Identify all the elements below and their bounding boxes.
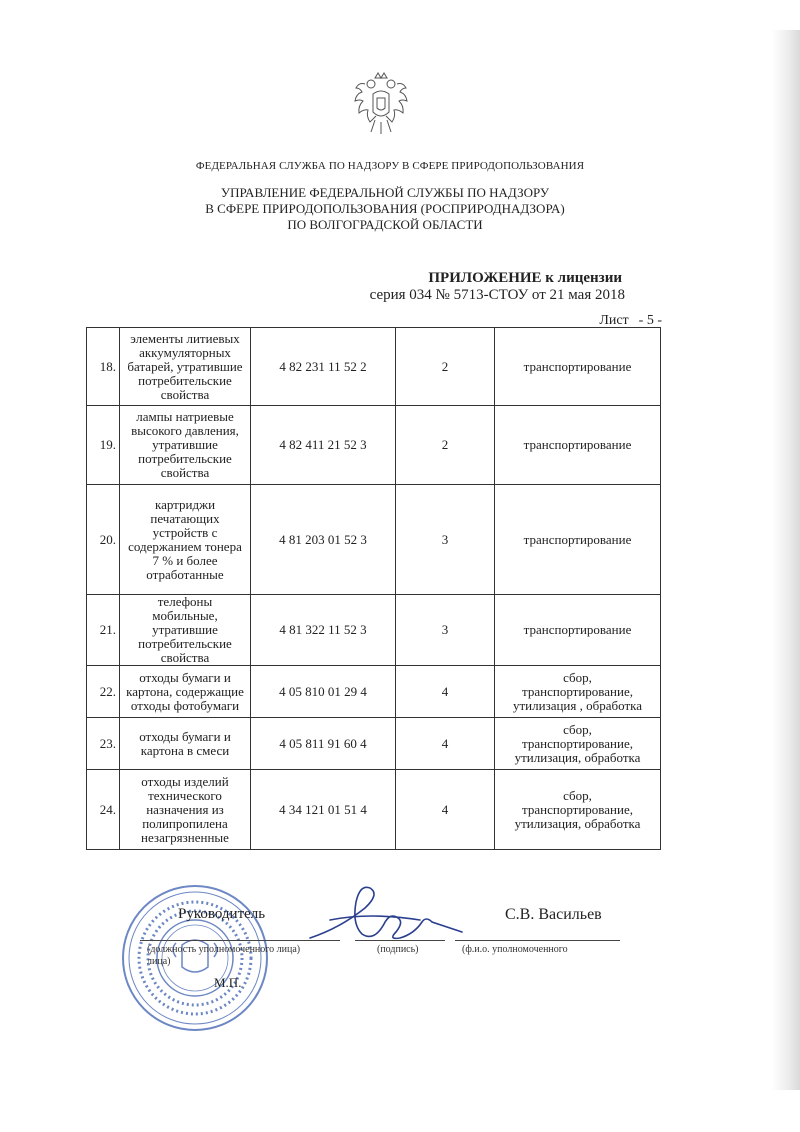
row-number: 20. <box>87 485 120 595</box>
hazard-class: 4 <box>396 770 495 850</box>
waste-name-line: 7 % и более <box>152 552 218 568</box>
activity-line: сбор, <box>563 669 592 685</box>
table-row <box>87 485 661 595</box>
activity-types <box>495 718 661 770</box>
name-line <box>455 940 620 941</box>
hazard-class: 4 <box>396 666 495 718</box>
waste-name-line: лампы натриевые <box>136 409 234 424</box>
annex-title: ПРИЛОЖЕНИЕ к лицензии <box>428 270 622 286</box>
waste-name-line: утратившие <box>152 437 218 452</box>
waste-table <box>86 327 661 850</box>
sheet-value: - 5 - <box>638 313 662 328</box>
waste-name-line: аккумуляторных <box>139 344 231 360</box>
waste-name <box>120 406 251 485</box>
activity-line: транспортирование, <box>522 801 633 817</box>
waste-name-line: элементы литиевых <box>130 330 240 346</box>
waste-name-line: мобильные, <box>152 608 218 623</box>
agency-title: ФЕДЕРАЛЬНАЯ СЛУЖБА ПО НАДЗОРУ В СФЕРЕ ПРИРОДОПОЛЬЗОВАНИЯ <box>195 160 585 172</box>
waste-name-line: свойства <box>160 465 210 480</box>
hazard-class: 3 <box>396 485 495 595</box>
waste-name-line: содержанием тонера <box>128 538 242 554</box>
table-row <box>87 595 661 666</box>
activity-types <box>495 328 661 406</box>
waste-name-line: устройств с <box>152 524 218 540</box>
hazard-class: 3 <box>396 595 495 666</box>
double-headed-eagle-emblem-icon <box>353 70 409 138</box>
activity-types <box>495 770 661 850</box>
waste-name-line: потребительские <box>138 372 232 388</box>
activity-line: утилизация , обработка <box>512 697 643 713</box>
office-line-2: В СФЕРЕ ПРИРОДОПОЛЬЗОВАНИЯ (РОСПРИРОДНАДЗОРА) <box>205 201 565 216</box>
waste-name-line: технического <box>148 787 222 803</box>
activity-types <box>495 485 661 595</box>
fkko-code: 4 82 231 11 52 2 <box>251 328 396 406</box>
row-number: 18. <box>87 328 120 406</box>
waste-name-line: назначения из <box>146 801 224 817</box>
waste-name-line: потребительские <box>138 636 232 651</box>
waste-name-line: отходы изделий <box>141 773 229 789</box>
seal-mark: М.П. <box>214 975 242 990</box>
waste-name <box>120 595 251 666</box>
waste-name-line: батарей, утратившие <box>127 358 243 374</box>
activity-types <box>495 406 661 485</box>
row-number: 24. <box>87 770 120 850</box>
activity-line: сбор, <box>563 721 592 737</box>
row-number: 19. <box>87 406 120 485</box>
fkko-code: 4 05 810 01 29 4 <box>251 666 396 718</box>
activity-types <box>495 595 661 666</box>
fkko-code: 4 05 811 91 60 4 <box>251 718 396 770</box>
waste-name <box>120 718 251 770</box>
caption-signature: (подпись) <box>377 944 419 955</box>
license-series: серия 034 № 5713-СТОУ от 21 мая 2018 <box>369 287 625 303</box>
activity-line: утилизация, обработка <box>514 749 641 765</box>
caption-position-cont: лица) <box>147 956 171 967</box>
activity-types <box>495 666 661 718</box>
waste-name-line: утратившие <box>152 622 218 637</box>
waste-name-line: отходы бумаги и <box>139 728 231 744</box>
table-row <box>87 770 661 850</box>
waste-name-line: картона в смеси <box>140 742 230 758</box>
signer-name: С.В. Васильев <box>505 906 602 923</box>
waste-name-line: свойства <box>160 650 210 665</box>
waste-name <box>120 328 251 406</box>
waste-name-line: незагрязненные <box>141 829 229 845</box>
page-edge-shadow <box>772 30 800 1090</box>
fkko-code: 4 82 411 21 52 3 <box>251 406 396 485</box>
activity-line: транспортирование <box>523 437 632 452</box>
activity-line: транспортирование, <box>522 683 633 699</box>
activity-line: транспортирование <box>523 358 632 374</box>
table-row <box>87 406 661 485</box>
signature-line <box>355 940 445 941</box>
waste-name <box>120 666 251 718</box>
activity-line: транспортирование, <box>522 735 633 751</box>
waste-name-line: потребительские <box>138 451 232 466</box>
table-row <box>87 328 661 406</box>
fkko-code: 4 34 121 01 51 4 <box>251 770 396 850</box>
office-line-1: УПРАВЛЕНИЕ ФЕДЕРАЛЬНОЙ СЛУЖБЫ ПО НАДЗОРУ <box>220 185 550 200</box>
waste-name-line: отходы фотобумаги <box>130 697 240 713</box>
waste-name-line: высокого давления, <box>131 423 239 438</box>
waste-name <box>120 770 251 850</box>
row-number: 21. <box>87 595 120 666</box>
activity-line: сбор, <box>563 787 592 803</box>
hazard-class: 2 <box>396 328 495 406</box>
waste-name-line: картона, содержащие <box>126 683 244 699</box>
row-number: 22. <box>87 666 120 718</box>
waste-name <box>120 485 251 595</box>
waste-name-line: отработанные <box>146 566 224 582</box>
table-row <box>87 666 661 718</box>
position-line <box>140 940 340 941</box>
caption-fio: (ф.и.о. уполномоченного <box>462 944 568 955</box>
waste-name-line: свойства <box>160 386 210 402</box>
caption-position: (должность уполномоченного лица) <box>147 944 301 955</box>
waste-name-line: печатающих <box>150 510 220 526</box>
table-row <box>87 718 661 770</box>
signer-position: Руководитель <box>178 906 266 922</box>
sheet-label: Лист <box>599 313 629 328</box>
activity-line: транспортирование <box>523 622 632 637</box>
hazard-class: 4 <box>396 718 495 770</box>
activity-line: утилизация, обработка <box>514 815 641 831</box>
row-number: 23. <box>87 718 120 770</box>
waste-name-line: телефоны <box>157 594 213 609</box>
waste-name-line: картриджи <box>154 496 216 512</box>
hazard-class: 2 <box>396 406 495 485</box>
waste-name-line: полипропилена <box>142 815 228 831</box>
waste-name-line: отходы бумаги и <box>139 669 231 685</box>
fkko-code: 4 81 322 11 52 3 <box>251 595 396 666</box>
office-line-3: ПО ВОЛГОГРАДСКОЙ ОБЛАСТИ <box>287 217 483 232</box>
activity-line: транспортирование <box>523 531 632 547</box>
regional-office-title <box>0 185 770 233</box>
fkko-code: 4 81 203 01 52 3 <box>251 485 396 595</box>
